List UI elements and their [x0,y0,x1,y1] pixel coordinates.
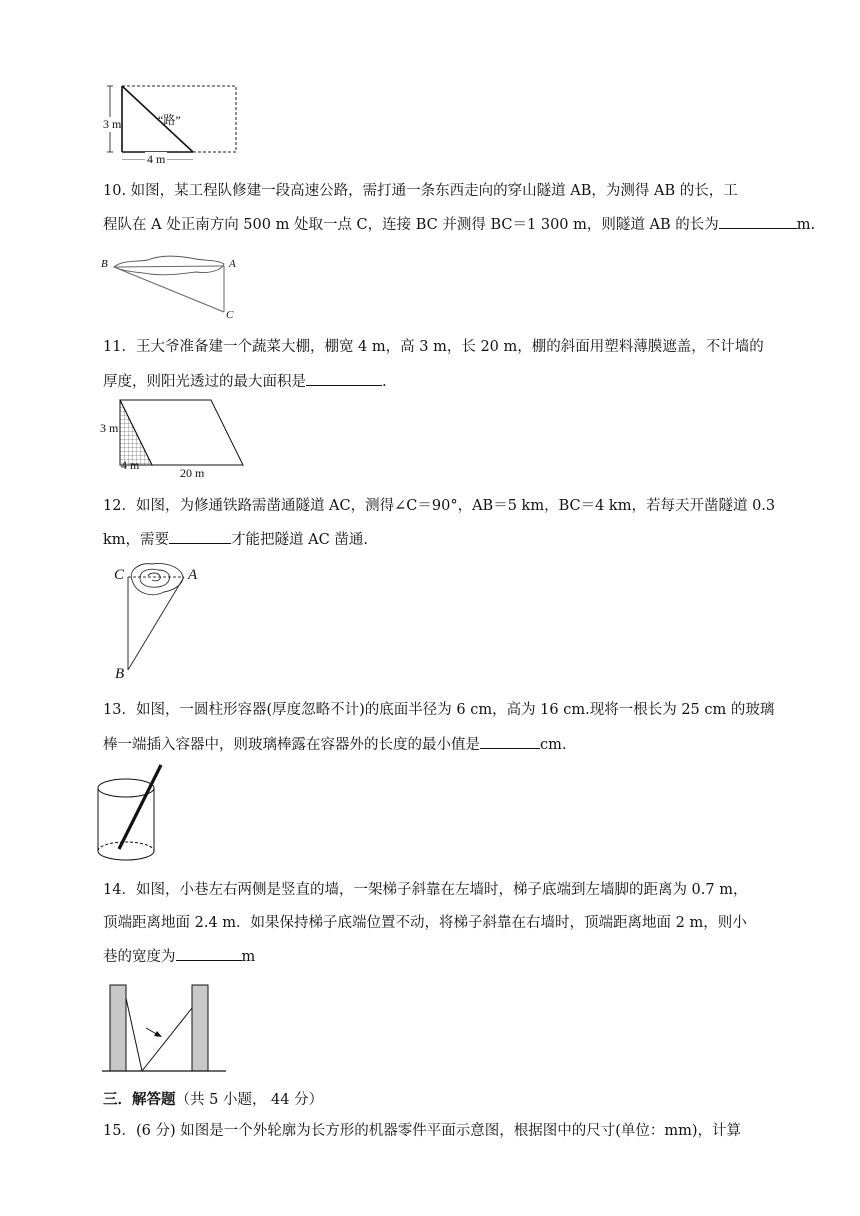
q13-line-1: 13．如图，一圆柱形容器(厚度忽略不计)的底面半径为 6 cm，高为 16 cm.现将一根长为 25 cm 的玻璃 [103,702,775,718]
q12-line-2 [103,528,368,550]
q12-label-c: C [114,567,125,583]
tunnel-ac-figure [112,560,197,685]
q10-line-1: 10. 如图，某工程队修建一段高速公路，需打通一条东西走向的穿山隧道 AB，为测得 AB 的长，工 [103,183,738,199]
q10-line-2 [103,213,815,235]
q12-label-a: A [188,567,198,583]
q11-end: . [382,374,387,390]
q12-answer-blank[interactable] [169,528,231,544]
greenhouse-width-label: 4 m [121,458,140,472]
section-3-note: （共 5 小题， 44 分） [175,1092,324,1108]
q11-text: 厚度，则阳光透过的最大面积是 [103,374,306,390]
section-3-title: 三．解答题 [103,1091,176,1108]
greenhouse-height-label: 3 m [100,421,119,435]
q10-answer-blank[interactable] [719,213,797,229]
q14-unit: m [241,949,256,965]
road-label: “路” [158,113,181,127]
q14-text: 巷的宽度为 [103,949,176,965]
q11-line-2 [103,370,387,392]
q12-label-b: B [115,666,125,682]
road-height-label: 3 m [103,117,122,131]
q12-text: km，需要 [103,532,170,548]
alley-ladder-figure [100,980,230,1075]
q14-line-2: 顶端距离地面 2.4 m．如果保持梯子底端位置不动，将梯子斜靠在右墙时，顶端距离地面 2 m，则小 [103,915,747,931]
q10-label-b: B [101,258,108,270]
q14-line-3 [103,945,255,967]
q11-line-1: 11．王大爷准备建一个蔬菜大棚，棚宽 4 m，高 3 m，长 20 m，棚的斜面用塑料薄膜遮盖，不计墙的 [103,339,764,355]
q13-line-2 [103,733,566,755]
q14-line-1: 14．如图，小巷左右两侧是竖直的墙，一架梯子斜靠在左墙时，梯子底端到左墙脚的距离为 0.7 m， [103,882,748,898]
q10-label-a: A [229,258,236,270]
q14-answer-blank[interactable] [176,945,242,961]
road-width-label: 4 m [147,152,166,166]
greenhouse-length-label: 20 m [180,466,205,480]
q11-answer-blank[interactable] [306,370,382,386]
q12-line-1: 12．如图，为修通铁路需凿通隧道 AC，测得∠C＝90°，AB＝5 km，BC＝4 km，若每天开凿隧道 0.3 [103,498,776,514]
q13-text: 棒一端插入容器中，则玻璃棒露在容器外的长度的最小值是 [103,737,480,753]
cylinder-figure [95,763,165,863]
q10-unit: m. [796,217,816,233]
q12-text-end: 才能把隧道 AC 凿通. [231,532,368,548]
q13-answer-blank[interactable] [480,733,540,749]
section-3-heading [103,1090,323,1110]
q15-line-1: 15．(6 分) 如图是一个外轮廓为长方形的机器零件平面示意图，根据图中的尺寸(单位：mm)，计算 [103,1123,742,1139]
q13-unit: cm. [540,737,567,753]
q10-text: 程队在 A 处正南方向 500 m 处取一点 C，连接 BC 并测得 BC＝1 300 m，则隧道 AB 的长为 [103,217,719,233]
q10-label-c: C [226,309,234,321]
